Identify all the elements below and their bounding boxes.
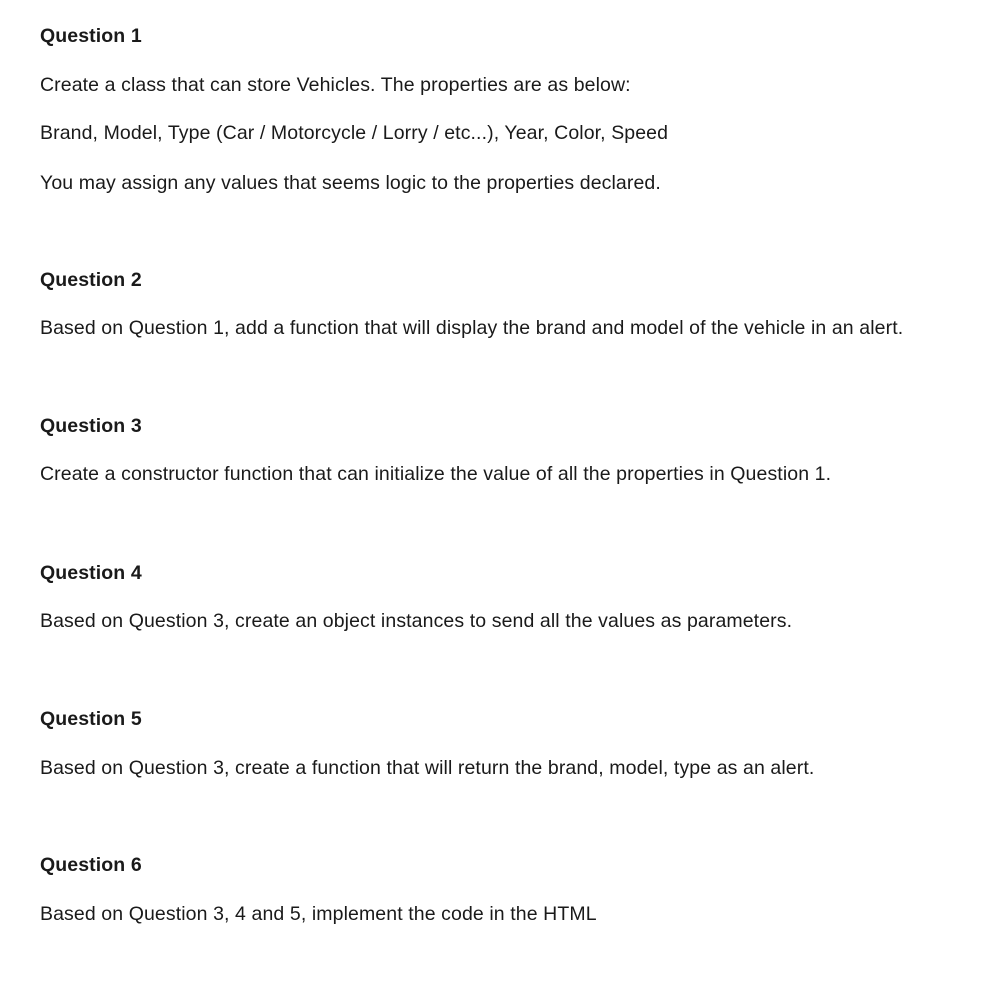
question-text: Based on Question 1, add a function that will display the brand and model of the vehicle in an alert. bbox=[40, 317, 904, 339]
question-text: Based on Question 3, create a function that will return the brand, model, type as an alert. bbox=[40, 757, 815, 779]
question-text: Based on Question 3, 4 and 5, implement the code in the HTML bbox=[40, 903, 597, 925]
question-text: Create a class that can store Vehicles. The properties are as below: bbox=[40, 74, 631, 96]
question-heading: Question 1 bbox=[40, 25, 142, 47]
question-text: Based on Question 3, create an object instances to send all the values as parameters. bbox=[40, 610, 793, 632]
question-text: Brand, Model, Type (Car / Motorcycle / Lorry / etc...), Year, Color, Speed bbox=[40, 122, 669, 144]
question-text: Create a constructor function that can initialize the value of all the properties in Question 1. bbox=[40, 463, 832, 485]
question-text: You may assign any values that seems logic to the properties declared. bbox=[40, 172, 661, 194]
question-heading: Question 3 bbox=[40, 415, 142, 437]
question-heading: Question 5 bbox=[40, 708, 142, 730]
question-heading: Question 6 bbox=[40, 854, 142, 876]
question-heading: Question 2 bbox=[40, 269, 142, 291]
question-heading: Question 4 bbox=[40, 562, 142, 584]
